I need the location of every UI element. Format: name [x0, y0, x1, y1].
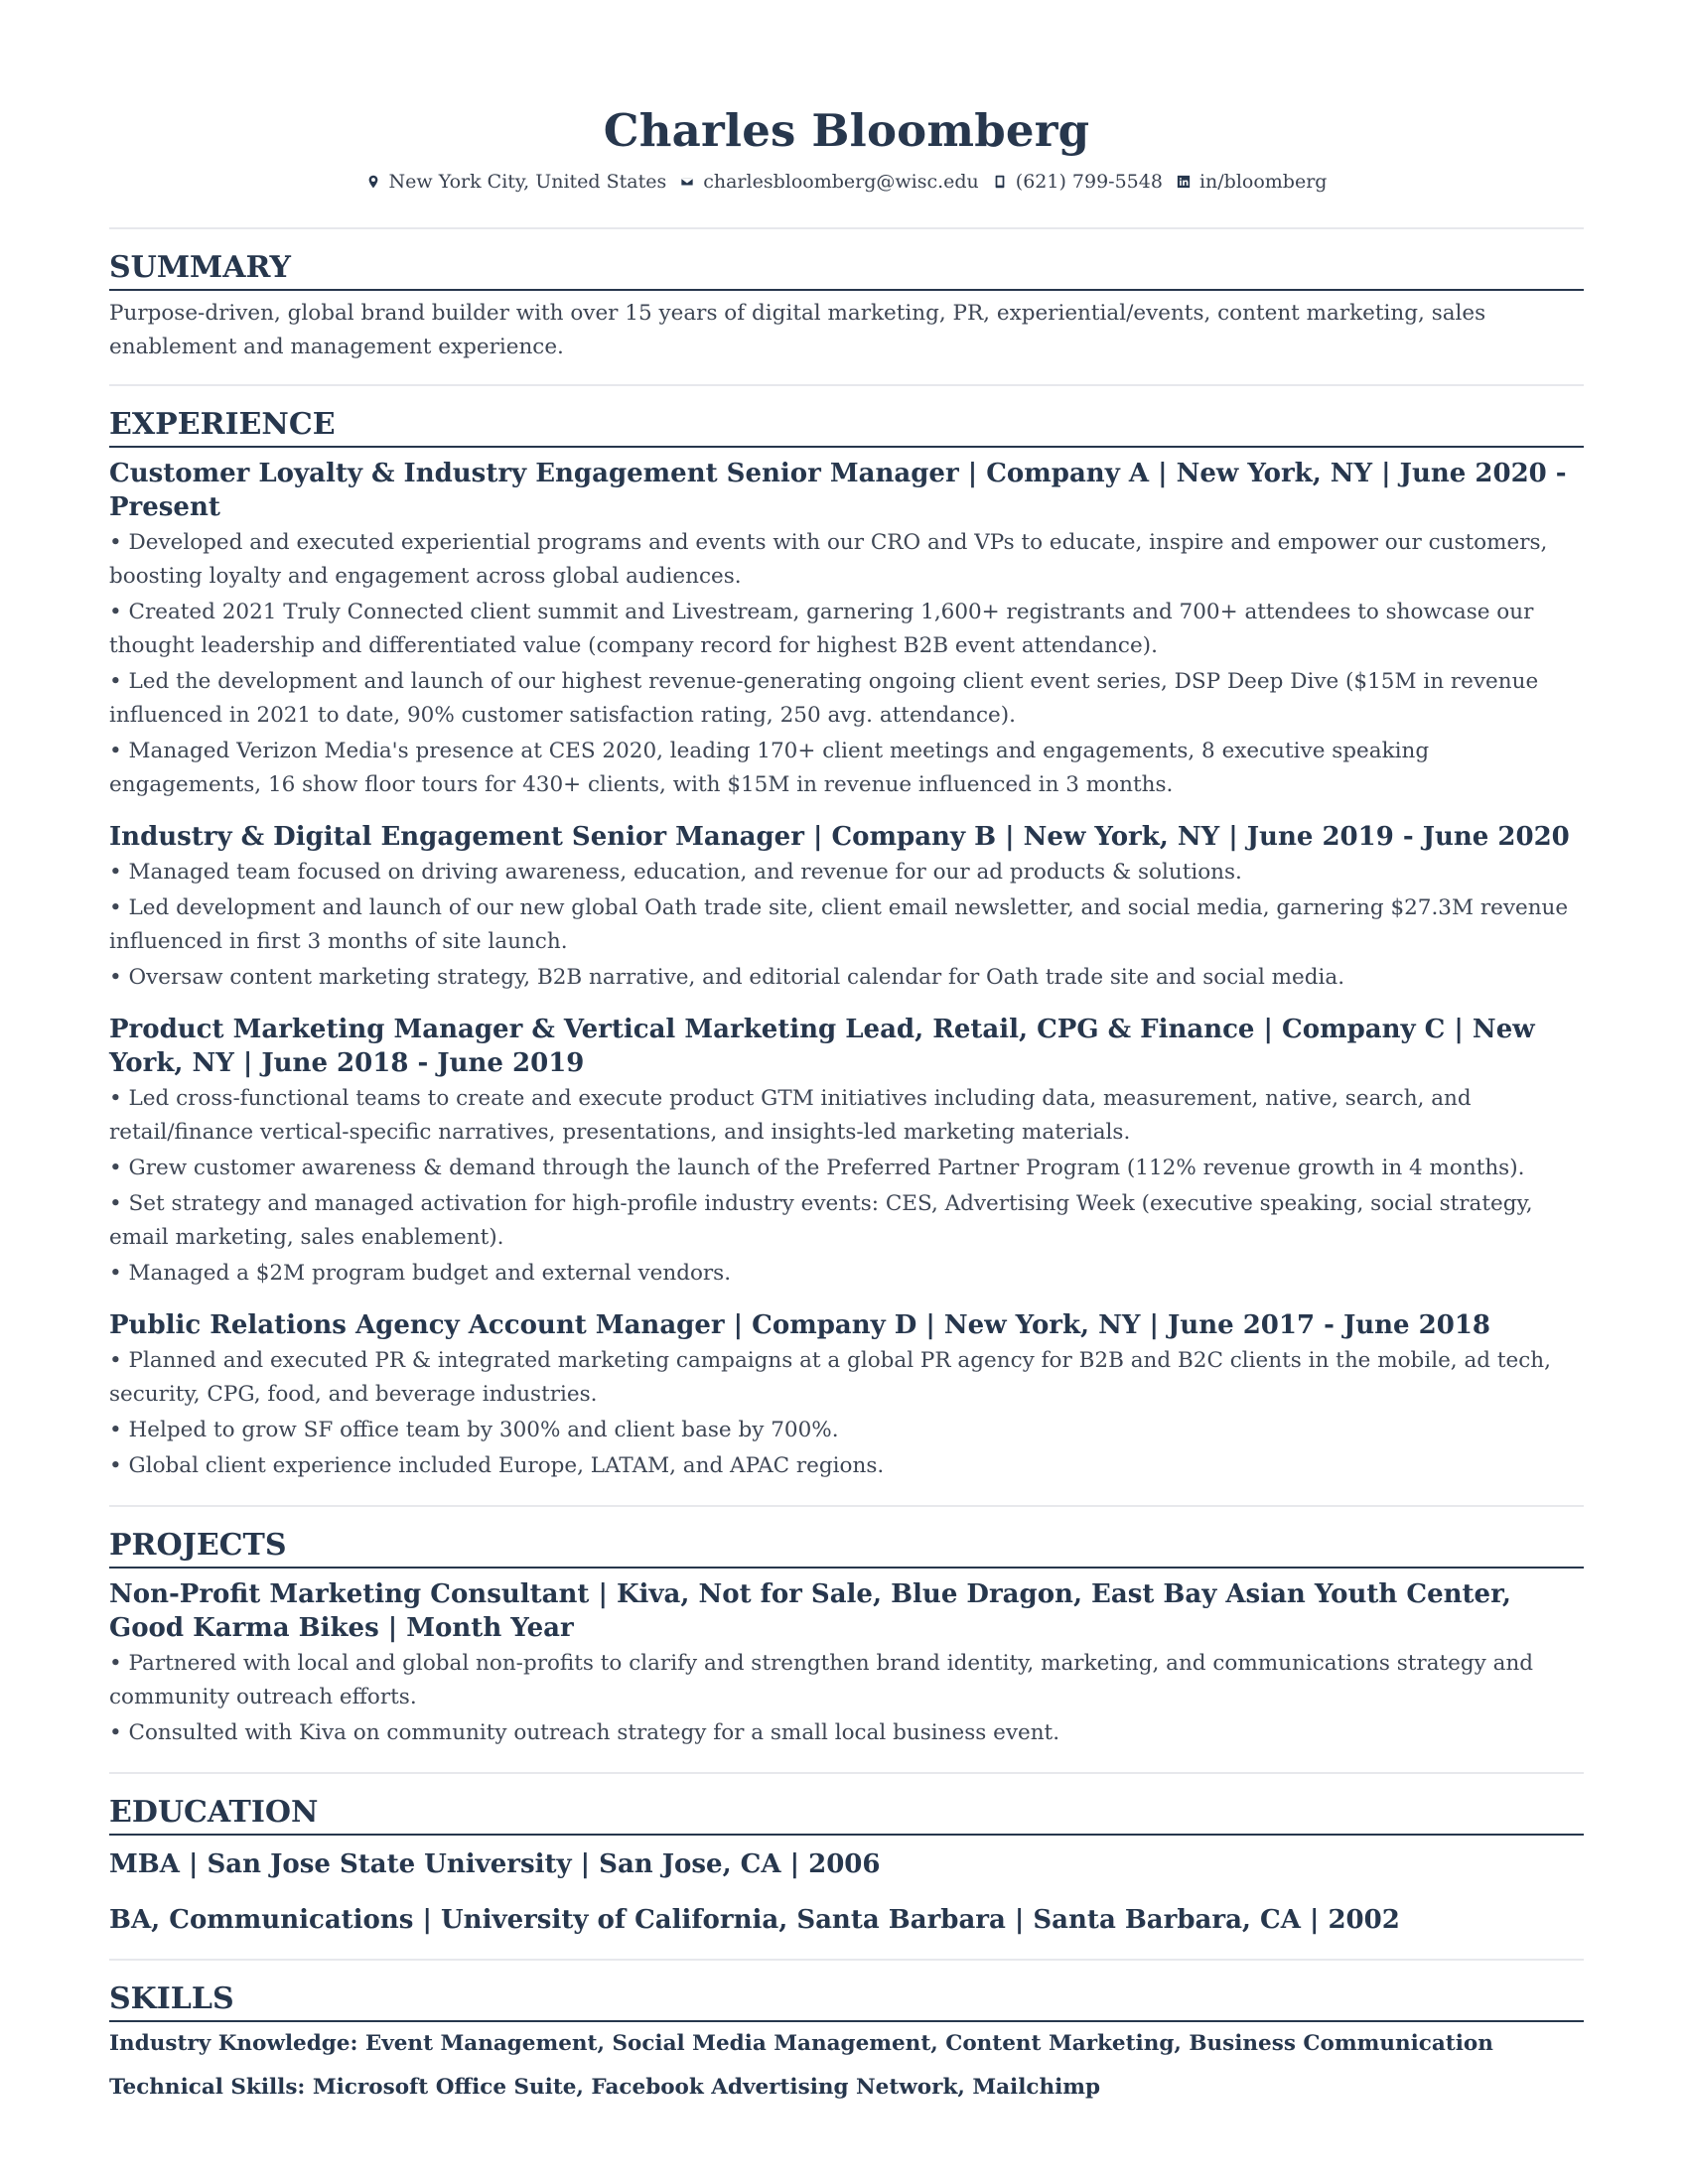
projects-section — [109, 1527, 1584, 1750]
education-entry: MBA | San Jose State University | San Jose, CA | 2006 — [109, 1849, 881, 1879]
candidate-name: Charles Bloomberg — [603, 104, 1090, 157]
phone-text[interactable]: (621) 799-5548 — [1015, 171, 1163, 193]
contact-linkedin[interactable] — [1177, 168, 1328, 196]
phone-icon — [993, 175, 1007, 189]
project-bullet: • Partnered with local and global non-profits to clarify and strengthen brand identity, marketing, and communications strategy and community outreach efforts. — [109, 1651, 1534, 1709]
summary-section — [109, 249, 1584, 364]
job-bullet: • Led cross-functional teams to create and execute product GTM initiatives including data, measurement, native, search, and retail/finance vertical-specific narratives, presentations, and insights-led marketing materials. — [109, 1086, 1472, 1145]
job-bullet: • Set strategy and managed activation for high-profile industry events: CES, Advertising Week (executive speaking, social strategy, email marketing, sales enablement). — [109, 1191, 1533, 1250]
job-heading: Product Marketing Manager & Vertical Marketing Lead, Retail, CPG & Finance | Company C | New York, NY | June 2018 - June 2019 — [109, 1015, 1535, 1078]
education-section — [109, 1794, 1584, 1937]
job-bullet: • Developed and executed experiential programs and events with our CRO and VPs to educate, inspire and empower our customers, boosting loyalty and engagement across global audiences. — [109, 530, 1548, 589]
contact-location — [366, 168, 667, 196]
project-bullet: • Consulted with Kiva on community outreach strategy for a small local business event. — [109, 1720, 1060, 1745]
job-heading: Customer Loyalty & Industry Engagement Senior Manager | Company A | New York, NY | June 2020 - Present — [109, 459, 1567, 522]
job-bullet: • Global client experience included Europe, LATAM, and APAC regions. — [109, 1453, 885, 1478]
project-heading: Non-Profit Marketing Consultant | Kiva, Not for Sale, Blue Dragon, East Bay Asian Youth Center, Good Karma Bikes | Month Year — [109, 1579, 1511, 1643]
email-text[interactable]: charlesbloomberg@wisc.edu — [703, 171, 979, 193]
linkedin-text[interactable]: in/bloomberg — [1198, 171, 1328, 193]
summary-text: Purpose-driven, global brand builder with over 15 years of digital marketing, PR, experiential/events, content marketing, sales enablement and management experience. — [109, 301, 1486, 359]
linkedin-icon — [1177, 175, 1191, 189]
experience-title: EXPERIENCE — [109, 406, 1584, 448]
section-divider — [109, 227, 1584, 229]
skill-line: Technical Skills: Microsoft Office Suite, Facebook Advertising Network, Mailchimp — [109, 2075, 1101, 2100]
job-entry — [109, 457, 1584, 802]
job-bullet: • Led development and launch of our new global Oath trade site, client email newsletter, and social media, garnering $27.3M revenue influenced in first 3 months of site launch. — [109, 895, 1569, 954]
job-bullet: • Managed a $2M program budget and external vendors. — [109, 1261, 732, 1286]
job-bullet: • Oversaw content marketing strategy, B2B narrative, and editorial calendar for Oath trade site and social media. — [109, 965, 1345, 990]
job-bullet: • Managed team focused on driving awareness, education, and revenue for our ad products & solutions. — [109, 860, 1242, 885]
summary-title: SUMMARY — [109, 249, 1584, 291]
resume-page — [109, 97, 1584, 2105]
skills-title: SKILLS — [109, 1980, 1584, 2022]
section-divider — [109, 384, 1584, 386]
projects-title: PROJECTS — [109, 1527, 1584, 1569]
job-bullet: • Grew customer awareness & demand through the launch of the Preferred Partner Program (112% revenue growth in 4 months). — [109, 1156, 1525, 1180]
education-title: EDUCATION — [109, 1794, 1584, 1836]
section-divider — [109, 1505, 1584, 1507]
job-heading: Public Relations Agency Account Manager | Company D | New York, NY | June 2017 - June 2018 — [109, 1310, 1491, 1340]
job-bullet: • Helped to grow SF office team by 300% and client base by 700%. — [109, 1418, 839, 1442]
location-pin-icon — [366, 175, 380, 189]
skills-section — [109, 1980, 1584, 2105]
experience-section — [109, 406, 1584, 1483]
education-entry: BA, Communications | University of California, Santa Barbara | Santa Barbara, CA | 2002 — [109, 1905, 1400, 1935]
contact-phone[interactable] — [993, 168, 1163, 196]
section-divider — [109, 1959, 1584, 1961]
job-heading: Industry & Digital Engagement Senior Manager | Company B | New York, NY | June 2019 - June 2020 — [109, 822, 1570, 852]
job-bullet: • Led the development and launch of our highest revenue-generating ongoing client event series, DSP Deep Dive ($15M in revenue influenced in 2021 to date, 90% customer satisfaction rating, 250 avg. attendance). — [109, 669, 1539, 728]
job-entry — [109, 1013, 1584, 1291]
skill-line: Industry Knowledge: Event Management, Social Media Management, Content Marketing, Business Communication — [109, 2031, 1493, 2056]
envelope-icon — [680, 175, 694, 189]
job-bullet: • Created 2021 Truly Connected client summit and Livestream, garnering 1,600+ registrants and 700+ attendees to showcase our thought leadership and differentiated value (company record for highest B2B event attendance). — [109, 600, 1534, 658]
section-divider — [109, 1772, 1584, 1774]
location-text: New York City, United States — [388, 171, 667, 193]
contact-row — [109, 168, 1584, 196]
job-entry — [109, 820, 1584, 995]
job-bullet: • Planned and executed PR & integrated marketing campaigns at a global PR agency for B2B and B2C clients in the mobile, ad tech, security, CPG, food, and beverage industries. — [109, 1348, 1551, 1407]
contact-email[interactable] — [680, 168, 979, 196]
job-entry — [109, 1308, 1584, 1483]
job-bullet: • Managed Verizon Media's presence at CES 2020, leading 170+ client meetings and engagements, 8 executive speaking engagements, 16 show floor tours for 430+ clients, with $15M in revenue influenced in 3 months. — [109, 739, 1430, 797]
